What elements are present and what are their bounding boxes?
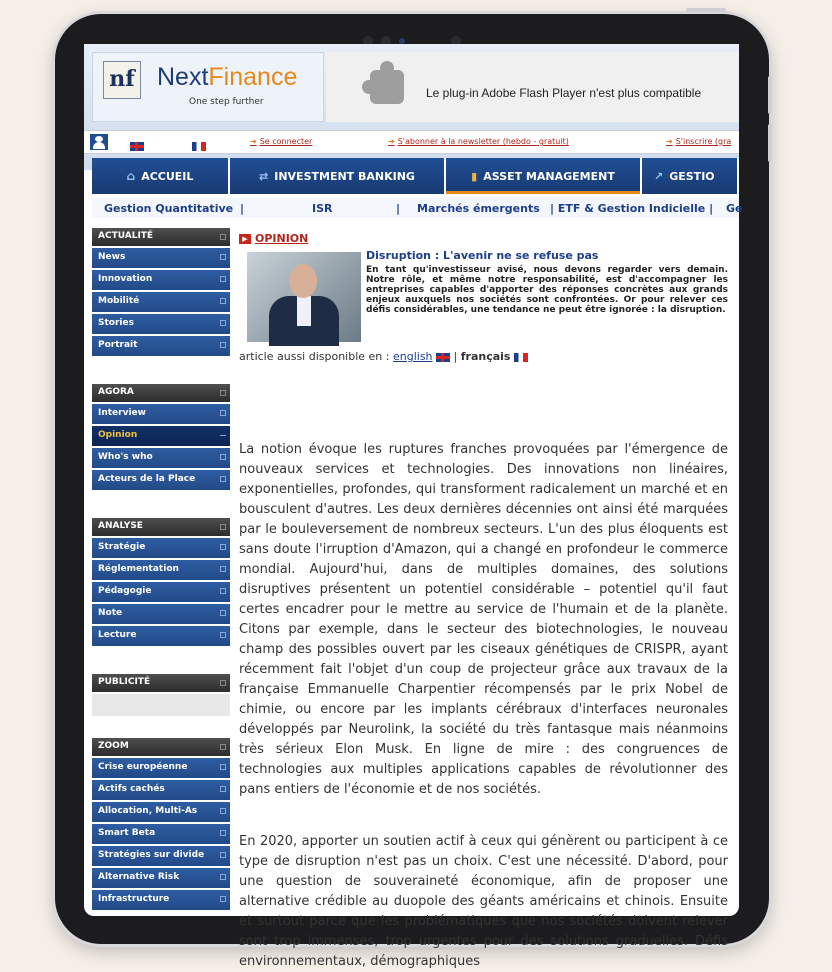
section-header: ZOOM bbox=[92, 738, 230, 756]
sidebar-item-crise-europeenne[interactable]: Crise européenne bbox=[92, 758, 230, 778]
top-utility-bar bbox=[84, 130, 739, 154]
nav-asset-management[interactable] bbox=[446, 158, 642, 194]
login-link[interactable]: ➔ Se connecter bbox=[250, 137, 313, 146]
fr-flag-icon bbox=[514, 353, 528, 362]
language-availability bbox=[239, 350, 528, 363]
subnav-separator: | bbox=[396, 202, 401, 215]
sidebar-item-infrastructure[interactable]: Infrastructure bbox=[92, 890, 230, 910]
home-icon: ⌂ bbox=[126, 169, 136, 183]
sidebar-item-mobilite[interactable]: Mobilité bbox=[92, 292, 230, 312]
sidebar-item-strategie[interactable]: Stratégie bbox=[92, 538, 230, 558]
article-paragraph: En 2020, apporter un soutien actif à ceux qui génèrent ou participent à ce type de disruption n'est pas un choix. C'est une nécessité. D'abord, pour une question de souveraineté économique, afin de proposer une alternative crédible au duopole des géants américains et chinois. Ensuite et surtout parce que les problématiques que nos sociétés doivent relever sont trop immenses, trop urgentes pour des solutions graduelles. Défis environnementaux, démographiques bbox=[239, 834, 728, 969]
avail-separator: | bbox=[453, 350, 458, 363]
sidebar-item-note[interactable]: Note bbox=[92, 604, 230, 624]
subnav-separator: | bbox=[240, 202, 245, 215]
volume-down-button bbox=[768, 124, 772, 162]
subnav-isr[interactable]: ISR bbox=[312, 202, 333, 215]
site-logo[interactable] bbox=[92, 52, 324, 122]
article-paragraph: La notion évoque les ruptures franches provoquées par l'émergence de nouveaux services et technologies. Des innovations non linéaires, exponentielles, profondes, qui transforment radicalement un marché et en bousculent d'autres. Les deux dernières décennies ont ainsi été marquées par le bouleversement de nombreux secteurs. L'un des plus éloquents est sans doute l'irruption d'Amazon, qui a changé en profondeur le commerce mondial. Aujourd'hui, dans de multiples domaines, des solutions disruptives présentent un potentiel considérable – potentiel qu'il faut certes encadrer pour le mettre au service de l'humain et de la planète. Citons par exemple, dans le secteur des biotechnologies, le nouveau champ des possibles ouvert par les ciseaux génétiques de CRISPR, ayant récemment fait l'objet d'un coup de projecteur grâce aux travaux de la française Emmanuelle Charpentier récompensés par le prix Nobel de chimie, ou encore par les implants cérébraux d'interfaces neuronales développés par Neurolink, la société du très fantasque mais néanmoins très sérieux Elon Musk. En ligne de mire : des congruences de technologies aux multiples applications capables de révolutionner des pans entiers de l'économie et de nos sociétés. bbox=[239, 442, 728, 797]
sidebar-item-portrait[interactable]: Portrait bbox=[92, 336, 230, 356]
sidebar-item-interview[interactable]: Interview bbox=[92, 404, 230, 424]
section-link-opinion[interactable]: ▶ OPINION bbox=[239, 232, 308, 245]
sidebar-item-actifs-caches[interactable]: Actifs cachés bbox=[92, 780, 230, 800]
subnav-etf[interactable]: | ETF & Gestion Indicielle | bbox=[550, 202, 714, 215]
flash-placeholder[interactable] bbox=[326, 52, 739, 122]
section-agora bbox=[92, 384, 230, 490]
nav-investment-banking-label: INVESTMENT BANKING bbox=[274, 169, 415, 183]
bar-chart-icon: ▮ bbox=[471, 169, 478, 183]
subnav-gestion-quantitative[interactable]: Gestion Quantitative bbox=[104, 202, 234, 215]
trend-icon: ↗ bbox=[654, 169, 664, 183]
logo-name: NextFinance bbox=[157, 63, 298, 91]
section-header: ACTUALITÉ bbox=[92, 228, 230, 246]
sub-nav bbox=[92, 198, 743, 218]
sidebar-item-allocation[interactable]: Allocation, Multi-As bbox=[92, 802, 230, 822]
volume-up-button bbox=[768, 76, 772, 114]
english-version-link[interactable]: english bbox=[392, 350, 433, 363]
active-underline bbox=[446, 191, 640, 194]
article-title: Disruption : L'avenir ne se refuse pas bbox=[366, 249, 599, 262]
section-header: ANALYSE bbox=[92, 518, 230, 536]
section-analyse bbox=[92, 518, 230, 646]
author-photo bbox=[247, 252, 361, 342]
browser-screen bbox=[84, 44, 743, 969]
sidebar-item-pedagogie[interactable]: Pédagogie bbox=[92, 582, 230, 602]
sidebar-item-reglementation[interactable]: Réglementation bbox=[92, 560, 230, 580]
avail-prefix: article aussi disponible en : bbox=[239, 350, 390, 363]
ad-placeholder bbox=[92, 694, 230, 716]
section-zoom bbox=[92, 738, 230, 910]
article-lead: En tant qu'investisseur avisé, nous devons regarder vers demain. Notre rôle, et même notre responsabilité, est d'accompagner les entreprises capables d'apporter des réponses concrètes aux grands enjeux auxquels nos sociétés sont confrontées. Or pour relever ces défis considérables, une tendance ne peut être ignorée : la disruption. bbox=[366, 265, 728, 315]
nav-gestion[interactable] bbox=[642, 158, 739, 194]
french-version-label: français bbox=[460, 350, 511, 363]
section-header: AGORA bbox=[92, 384, 230, 402]
user-icon[interactable] bbox=[90, 134, 108, 150]
top-button bbox=[686, 8, 726, 12]
sidebar-item-acteurs[interactable]: Acteurs de la Place bbox=[92, 470, 230, 490]
nav-accueil-label: ACCUEIL bbox=[141, 169, 194, 183]
english-flag-icon[interactable] bbox=[130, 134, 148, 150]
sidebar-item-stories[interactable]: Stories bbox=[92, 314, 230, 334]
french-flag-icon[interactable] bbox=[192, 134, 210, 150]
section-header: PUBLICITÉ bbox=[92, 674, 230, 692]
newsletter-link[interactable]: ➔ S'abonner à la newsletter (hebdo - gratuit) bbox=[388, 137, 569, 146]
sidebar-item-lecture[interactable]: Lecture bbox=[92, 626, 230, 646]
sidebar-item-innovation[interactable]: Innovation bbox=[92, 270, 230, 290]
play-icon: ▶ bbox=[239, 234, 251, 244]
nav-gestion-label: GESTIO bbox=[669, 169, 715, 183]
subnav-marches-emergents[interactable]: Marchés émergents bbox=[417, 202, 540, 215]
subnav-more[interactable]: Ge bbox=[726, 202, 743, 215]
sidebar-item-alternative-risk[interactable]: Alternative Risk bbox=[92, 868, 230, 888]
exchange-icon: ⇄ bbox=[259, 169, 269, 183]
register-link[interactable]: ➔ S'inscrire (gra bbox=[666, 137, 732, 146]
logo-mark: nf bbox=[103, 61, 141, 99]
section-actualite bbox=[92, 228, 230, 356]
uk-flag-icon bbox=[436, 353, 450, 362]
sidebar-item-news[interactable]: News bbox=[92, 248, 230, 268]
site-header bbox=[84, 44, 739, 170]
sidebar-item-strategies-dividende[interactable]: Stratégies sur divide bbox=[92, 846, 230, 866]
nav-asset-management-label: ASSET MANAGEMENT bbox=[483, 169, 615, 183]
main-nav bbox=[92, 158, 739, 194]
sidebar-item-opinion[interactable]: Opinion bbox=[92, 426, 230, 446]
logo-tagline: One step further bbox=[189, 97, 264, 107]
nav-investment-banking[interactable] bbox=[230, 158, 446, 194]
nav-accueil[interactable] bbox=[92, 158, 230, 194]
plugin-puzzle-icon bbox=[370, 70, 404, 104]
sidebar-item-smart-beta[interactable]: Smart Beta bbox=[92, 824, 230, 844]
flash-message: Le plug-in Adobe Flash Player n'est plus compatible bbox=[426, 86, 702, 100]
section-publicite bbox=[92, 674, 230, 716]
sidebar-item-whos-who[interactable]: Who's who bbox=[92, 448, 230, 468]
